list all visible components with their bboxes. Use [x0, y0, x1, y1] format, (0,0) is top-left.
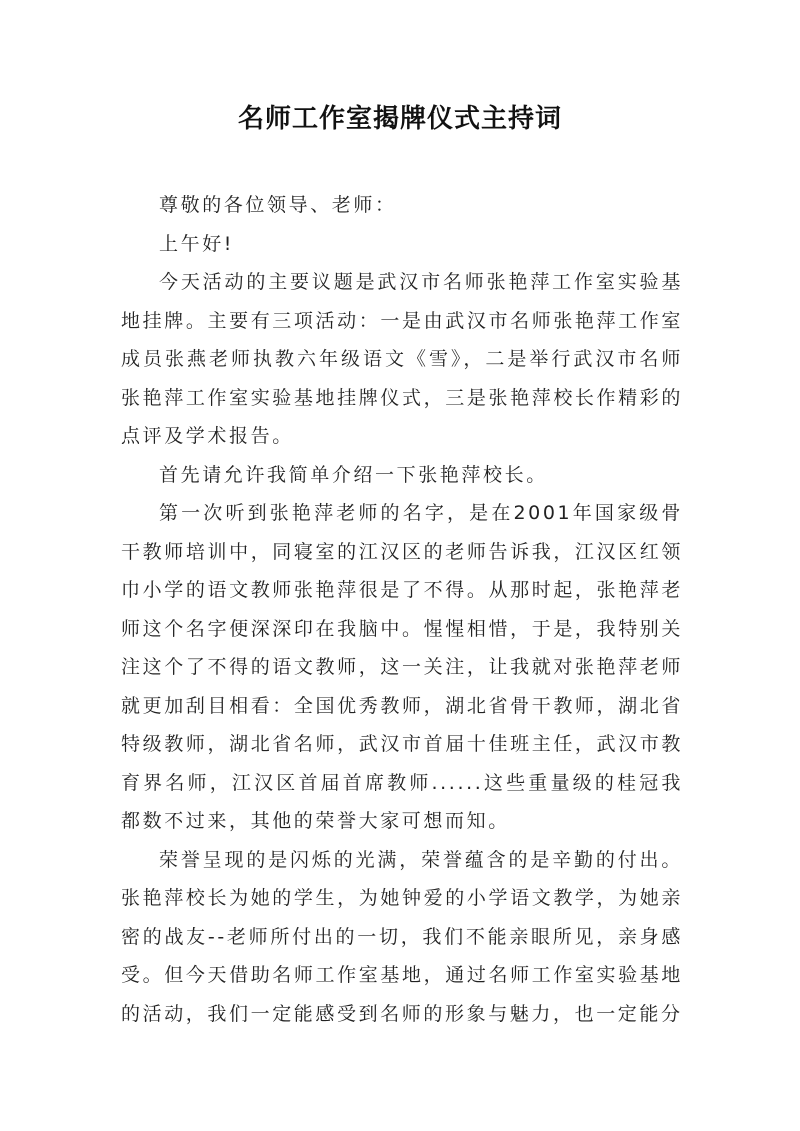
paragraph-greeting: 上午好!: [159, 232, 235, 255]
document-body: [121, 186, 683, 1033]
document-title: 名师工作室揭牌仪式主持词: [237, 104, 562, 134]
paragraph-agenda: 今天活动的主要议题是武汉市名师张艳萍工作室实验基地挂牌。主要有三项活动：一是由武汉市名师张艳萍工作室成员张燕老师执教六年级语文《雪》，二是举行武汉市名师张艳萍工作室实验基地挂牌仪式，三是张艳萍校长作精彩的点评及学术报告。: [121, 271, 683, 447]
paragraph-introduction: 首先请允许我简单介绍一下张艳萍校长。: [159, 463, 548, 486]
paragraph-background: 第一次听到张艳萍老师的名字，是在2001年国家级骨干教师培训中，同寝室的江汉区的老师告诉我，江汉区红领巾小学的语文教师张艳萍很是了不得。从那时起，张艳萍老师这个名字便深深印在我脑中。惺惺相惜，于是，我特别关注这个了不得的语文教师，这一关注，让我就对张艳萍老师就更加刮目相看：全国优秀教师，湖北省骨干教师，湖北省特级教师，湖北省名师，武汉市首届十佳班主任，武汉市教育界名师，江汉区首届首席教师......这些重量级的桂冠我都数不过来，其他的荣誉大家可想而知。: [121, 502, 683, 832]
paragraph-honors: 荣誉呈现的是闪烁的光满，荣誉蕴含的是辛勤的付出。张艳萍校长为她的学生，为她钟爱的小学语文教学，为她亲密的战友--老师所付出的一切，我们不能亲眼所见，亲身感受。但今天借助名师工作室基地，通过名师工作室实验基地的活动，我们一定能感受到名师的形象与魅力，也一定能分: [121, 848, 683, 1025]
paragraph-salutation: 尊敬的各位领导、老师：: [159, 194, 397, 216]
